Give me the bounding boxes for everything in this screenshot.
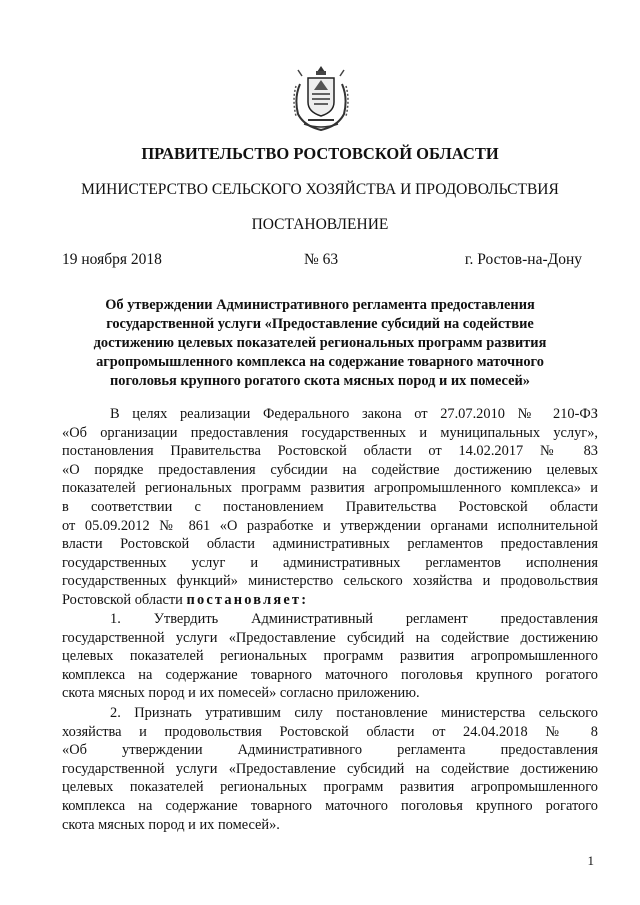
title-line: Об утверждении Административного регламента предоставления	[105, 297, 535, 313]
text-line: «О порядке предоставления субсидии на содействие достижению целевых	[62, 461, 598, 478]
coat-of-arms-icon	[290, 64, 352, 132]
decree-word: постановляет:	[186, 591, 309, 608]
title-line: достижению целевых показателей региональных программ развития	[93, 335, 547, 351]
text-line: хозяйства и продовольствия Ростовской области от 24.04.2018 № 8	[62, 723, 598, 740]
text-line: 2. Признать утратившим силу постановление министерства сельского	[110, 705, 598, 721]
title-line: государственной услуги «Предоставление субсидий на содействие	[106, 316, 534, 332]
text-line: государственных функций» министерство сельского хозяйства и продовольствия	[62, 573, 598, 590]
text-line: комплекса на содержание товарного маточного поголовья крупного рогатого	[62, 797, 598, 814]
text-line: скота мясных пород и их помесей».	[62, 816, 280, 833]
item-2-paragraph	[62, 704, 598, 834]
text-line: показателей региональных программ развития агропромышленного комплекса» и	[62, 480, 598, 497]
text-line: государственной услуги «Предоставление субсидий на содействие достижению	[62, 760, 598, 777]
text-line: комплекса на содержание товарного маточного поголовья крупного рогатого	[62, 666, 598, 683]
document-date: 19 ноября 2018	[62, 251, 162, 268]
document-number: № 63	[304, 251, 339, 268]
text-line: в соответствии с постановлением Правительства Ростовской области	[62, 498, 598, 515]
text-line: государственной услуги «Предоставление субсидий на содействие достижению	[62, 629, 598, 646]
text-line: В целях реализации Федерального закона от 27.07.2010 № 210-ФЗ	[110, 406, 598, 422]
text-line	[62, 591, 598, 610]
item-1-paragraph	[62, 610, 598, 703]
ministry-name: МИНИСТЕРСТВО СЕЛЬСКОГО ХОЗЯЙСТВА И ПРОДОВОЛЬСТВИЯ	[81, 181, 559, 198]
text-line: «Об утверждении Административного регламента предоставления	[62, 742, 598, 759]
government-name: ПРАВИТЕЛЬСТВО РОСТОВСКОЙ ОБЛАСТИ	[141, 144, 499, 163]
text-line: скота мясных пород и их помесей» согласно приложению.	[62, 685, 420, 702]
text-line: от 05.09.2012 № 861 «О разработке и утверждении органами исполнительной	[62, 517, 598, 534]
text-line: власти Ростовской области административных регламентов предоставления	[62, 536, 598, 553]
document-type: ПОСТАНОВЛЕНИЕ	[251, 216, 389, 233]
text-line: целевых показателей региональных программ развития агропромышленного	[62, 648, 598, 665]
title-line: поголовья крупного рогатого скота мясных пород и их помесей»	[110, 373, 530, 389]
page-number: 1	[587, 853, 594, 868]
text-line: постановления Правительства Ростовской области от 14.02.2017 № 83	[62, 443, 598, 460]
text-line: государственных услуг и административных регламентов исполнения	[62, 554, 598, 571]
title-line: агропромышленного комплекса на содержание товарного маточного	[96, 354, 544, 370]
text-line: целевых показателей региональных программ развития агропромышленного	[62, 779, 598, 796]
text-line: 1. Утвердить Административный регламент предоставления	[110, 611, 598, 627]
preamble-last-text: Ростовской области	[62, 591, 183, 608]
preamble-paragraph	[62, 405, 598, 610]
document-city: г. Ростов-на-Дону	[464, 251, 582, 268]
document-title	[80, 296, 560, 391]
text-line: «Об организации предоставления государственных и муниципальных услуг»,	[62, 424, 598, 441]
